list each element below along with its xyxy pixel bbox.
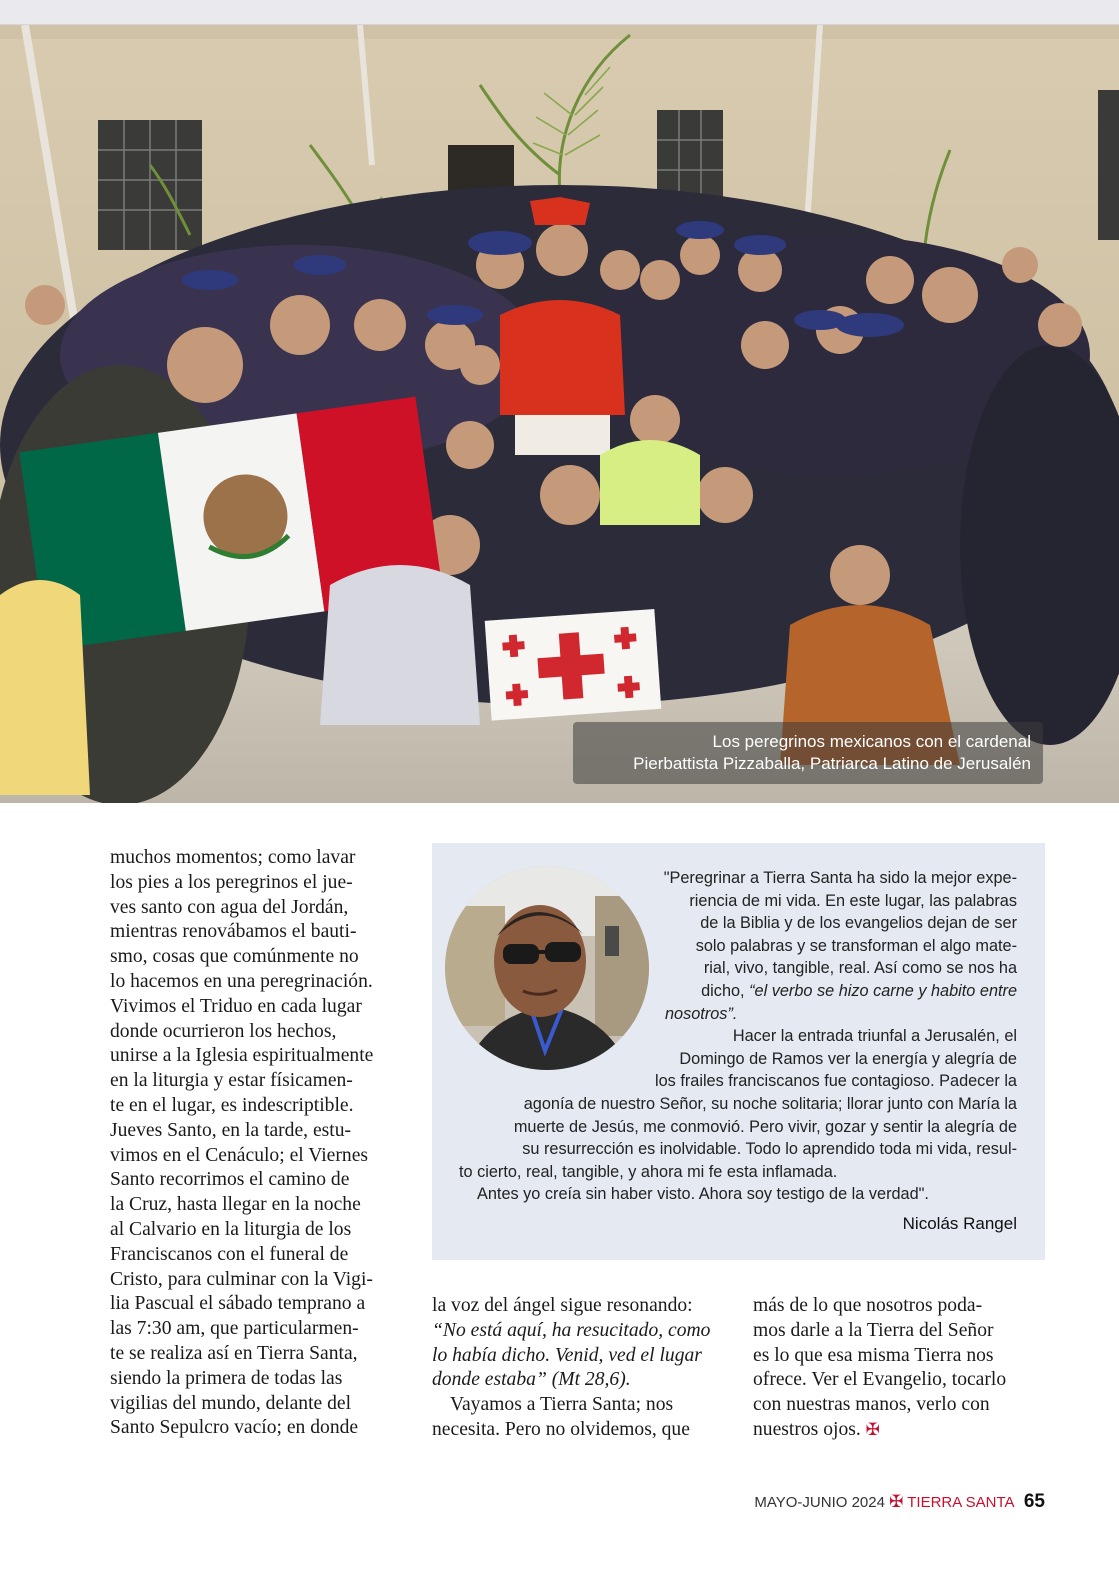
text-line: ofrece. Ver el Evangelio, tocarlo	[753, 1369, 1007, 1391]
text-line: la voz del ángel sigue resonando:	[432, 1295, 693, 1316]
testimony-line-with-quote	[701, 980, 1017, 1003]
text-line: muchos momentos; como lavar	[110, 847, 356, 868]
text-line: en la liturgia y estar físicamen-	[110, 1070, 353, 1092]
testimony-line: Domingo de Ramos ver la energía y alegría de	[679, 1049, 1017, 1068]
testimony-line: riencia de mi vida. En este lugar, las palabras	[689, 891, 1017, 910]
caption-line-1: Los peregrinos mexicanos con el cardenal	[712, 732, 1031, 751]
article-column-2	[432, 1294, 722, 1443]
text-line	[432, 1319, 722, 1344]
testimony-line: solo palabras y se transforman el algo mate-	[695, 936, 1017, 955]
bible-quote: “No está aquí, ha resucitado, como	[432, 1319, 711, 1341]
text-line: te en el lugar, es indescriptible.	[110, 1094, 354, 1116]
caption-line-2: Pierbattista Pizzaballa, Patriarca Latino de Jerusalén	[633, 754, 1031, 773]
testimony-inline-quote: “el verbo se hizo carne y habito entre	[749, 982, 1017, 1000]
text-line: donde ocurrieron los hechos,	[110, 1020, 337, 1042]
testimony-line: rial, vivo, tangible, real. Así como se nos ha	[703, 959, 1017, 978]
bible-quote: donde estaba”	[432, 1369, 547, 1391]
text-line: Santo Sepulcro vacío; en donde	[110, 1417, 359, 1439]
text-line: vigilias del mundo, delante del	[110, 1392, 352, 1414]
text-line: las 7:30 am, que particularmen-	[110, 1318, 359, 1340]
text-line	[432, 1344, 722, 1369]
testimony-line: Antes yo creía sin haber visto. Ahora soy testigo de la verdad".	[477, 1185, 929, 1204]
testimony-line: los frailes franciscanos fue contagioso. Padecer la	[654, 1072, 1017, 1091]
text-line: lo hacemos en una peregrinación.	[110, 970, 373, 992]
text-line: Cristo, para culminar con la Vigi-	[110, 1268, 373, 1290]
testimony-line: "Peregrinar a Tierra Santa ha sido la mejor expe-	[663, 869, 1017, 887]
text-line: Vayamos a Tierra Santa; nos	[450, 1394, 674, 1416]
text-line: al Calvario en la liturgia de los	[110, 1218, 352, 1240]
testimony-line: to cierto, real, tangible, y ahora mi fe esta inflamada.	[459, 1162, 838, 1181]
text-line: Jueves Santo, en la tarde, estu-	[110, 1119, 352, 1141]
text-line	[753, 1418, 1044, 1443]
text-line: la Cruz, hasta llegar en la noche	[110, 1194, 361, 1216]
bible-reference: (Mt 28,6).	[546, 1369, 631, 1391]
text-line: siendo la primera de todas las	[110, 1367, 343, 1389]
article-column-3	[753, 1294, 1044, 1443]
text-line: con nuestras manos, verlo con	[753, 1394, 990, 1416]
page-footer	[754, 1491, 1045, 1513]
page-number: 65	[1023, 1491, 1045, 1512]
text-line: vimos en el Cenáculo; el Viernes	[110, 1144, 369, 1166]
group-photo	[0, 25, 1119, 803]
top-bar	[0, 0, 1119, 25]
testimony-line: agonía de nuestro Señor, su noche solitaria; llorar junto con María la	[523, 1095, 1017, 1113]
issue-date: MAYO-JUNIO 2024	[754, 1494, 885, 1511]
text-line: Franciscanos con el funeral de	[110, 1243, 349, 1265]
testimony-author: Nicolás Rangel	[902, 1214, 1017, 1233]
text-line: Santo recorrimos el camino de	[110, 1169, 350, 1191]
text-line: mos darle a la Tierra del Señor	[753, 1319, 994, 1341]
testimony-line: dicho,	[701, 982, 750, 1000]
jerusalem-cross-icon: ✠	[865, 1419, 880, 1439]
testimony-line: Hacer la entrada triunfal a Jerusalén, el	[732, 1027, 1017, 1046]
text-line: unirse a la Iglesia espiritualmente	[110, 1045, 374, 1067]
text-line: es lo que esa misma Tierra nos	[753, 1344, 994, 1366]
testimony-line: muerte de Jesús, me conmovió. Pero vivir, gozar y sentir la alegría de	[513, 1117, 1017, 1136]
text-line: lia Pascual el sábado temprano a	[110, 1293, 366, 1315]
testimony-line: de la Biblia y de los evangelios dejan de ser	[700, 914, 1017, 933]
text-line: ves santo con agua del Jordán,	[110, 896, 349, 918]
text-line: necesita. Pero no olvidemos, que	[432, 1418, 690, 1440]
photo-caption	[573, 722, 1043, 784]
text-line	[432, 1368, 722, 1393]
text-line: más de lo que nosotros poda-	[753, 1295, 983, 1316]
author-portrait	[445, 866, 649, 1070]
text-line: te se realiza así en Tierra Santa,	[110, 1342, 358, 1364]
text-line: Vivimos el Triduo en cada lugar	[110, 995, 362, 1017]
testimony-line: su resurrección es inolvidable. Todo lo aprendido toda mi vida, resul-	[522, 1140, 1017, 1159]
magazine-name: TIERRA SANTA	[907, 1494, 1014, 1511]
text-line: mientras renovábamos el bauti-	[110, 921, 357, 943]
testimony-inline-quote-end: nosotros”.	[665, 1004, 738, 1023]
jerusalem-cross-icon: ✠	[889, 1492, 904, 1511]
text-line-end: nuestros ojos.	[753, 1418, 861, 1440]
text-line: smo, cosas que comúnmente no	[110, 946, 359, 968]
article-column-1	[110, 846, 402, 1441]
bible-quote: lo había dicho. Venid, ved el lugar	[432, 1344, 702, 1366]
text-line: los pies a los peregrinos el jue-	[110, 871, 353, 893]
testimony-line	[665, 1003, 737, 1026]
